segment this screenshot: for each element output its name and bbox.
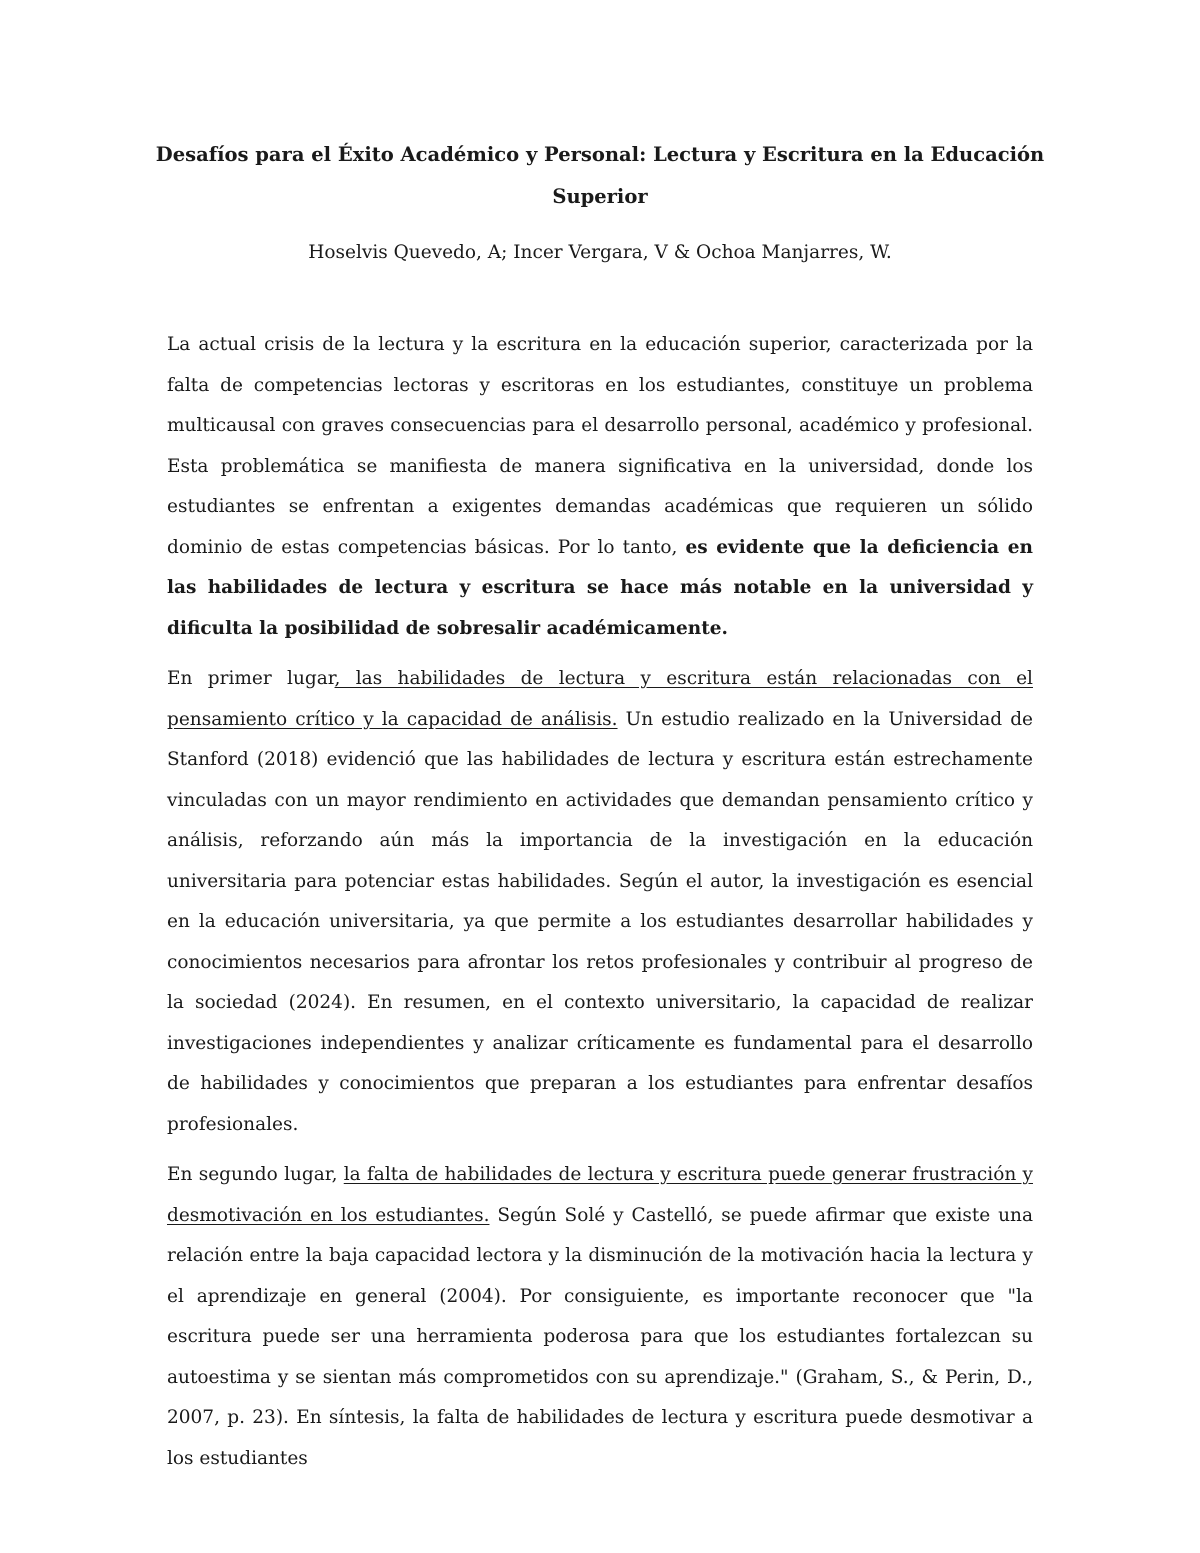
paragraph-1-text: La actual crisis de la lectura y la escritura en la educación superior, caracterizada por la falta de competencias lectoras y escritoras en los estudiantes, constituye un problema multicausal con graves consecuencias para el desarrollo personal, académico y profesional. Esta problemática se manifiesta de manera significativa en la universidad, donde los estudiantes se enfrentan a exigentes demandas académicas que requieren un sólido dominio de estas competencias básicas. Por lo tanto, xyxy=(167,334,1033,558)
paragraph-1 xyxy=(167,325,1033,649)
document-title xyxy=(150,134,1050,218)
paragraph-2-rest: Un estudio realizado en la Universidad de Stanford (2018) evidenció que las habilidades de lectura y escritura están estrechamente vinculadas con un mayor rendimiento en actividades que demandan pensamiento crítico y análisis, reforzando aún más la importancia de la investigación en la educación universitaria para potenciar estas habilidades. Según el autor, la investigación es esencial en la educación universitaria, ya que permite a los estudiantes desarrollar habilidades y conocimientos necesarios para afrontar los retos profesionales y contribuir al progreso de la sociedad (2024). En resumen, en el contexto universitario, la capacidad de realizar investigaciones independientes y analizar críticamente es fundamental para el desarrollo de habilidades y conocimientos que preparan a los estudiantes para enfrentar desafíos profesionales. xyxy=(167,708,1033,1135)
title-line-1: Desafíos para el Éxito Académico y Personal: Lectura y Escritura en la Educación xyxy=(155,143,1045,166)
document-body xyxy=(167,325,1033,1489)
paragraph-3-underlined: la falta de habilidades de lectura y escritura puede generar frustración y desmotivación en los estudiantes. xyxy=(167,1164,1033,1226)
paragraph-3 xyxy=(167,1155,1033,1479)
paragraph-3-lead: En segundo lugar, xyxy=(167,1164,344,1185)
document-authors: Hoselvis Quevedo, A; Incer Vergara, V & Ochoa Manjarres, W. xyxy=(308,242,892,263)
paragraph-3-rest: Según Solé y Castelló, se puede afirmar que existe una relación entre la baja capacidad lectora y la disminución de la motivación hacia la lectura y el aprendizaje en general (2004). Por consiguiente, es importante reconocer que "la escritura puede ser una herramienta poderosa para que los estudiantes fortalezcan su autoestima y se sientan más comprometidos con su aprendizaje." (Graham, S., & Perin, D., 2007, p. 23). En síntesis, la falta de habilidades de lectura y escritura puede desmotivar a los estudiantes xyxy=(167,1204,1033,1469)
paragraph-2-lead: En primer lugar xyxy=(167,668,335,689)
title-line-2: Superior xyxy=(552,185,648,208)
paragraph-2 xyxy=(167,659,1033,1145)
paragraph-2-underlined: , las habilidades de lectura y escritura están relacionadas con el pensamiento crítico y la capacidad de análisis. xyxy=(167,668,1033,730)
paragraph-1-bold: es evidente que la deficiencia en las habilidades de lectura y escritura se hace más notable en la universidad y dificulta la posibilidad de sobresalir académicamente. xyxy=(167,536,1033,639)
